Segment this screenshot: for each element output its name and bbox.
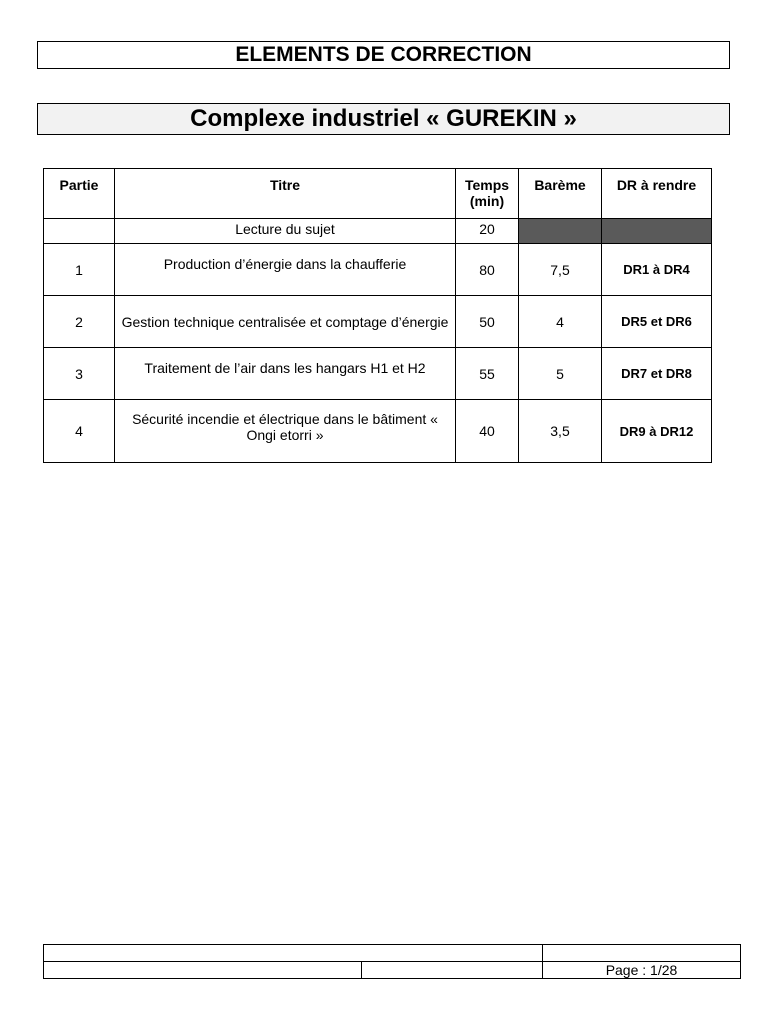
cell-titre: Lecture du sujet xyxy=(115,219,456,244)
header-bareme: Barème xyxy=(519,169,602,219)
cell-titre: Sécurité incendie et électrique dans le bâtiment « Ongi etorri » xyxy=(115,400,456,463)
table-row xyxy=(44,348,712,400)
table-header-row xyxy=(44,169,712,219)
header-temps: Temps (min) xyxy=(456,169,519,219)
page-footer xyxy=(43,944,741,979)
table-row xyxy=(44,219,712,244)
cell-temps: 40 xyxy=(456,400,519,463)
footer-cell-top-right xyxy=(543,945,741,962)
cell-titre: Traitement de l’air dans les hangars H1 et H2 xyxy=(115,348,456,400)
table-row xyxy=(44,296,712,348)
cell-partie: 1 xyxy=(44,244,115,296)
cell-dr: DR5 et DR6 xyxy=(602,296,712,348)
footer-cell-bottom-middle xyxy=(362,962,543,979)
cell-bareme: 7,5 xyxy=(519,244,602,296)
cell-temps: 55 xyxy=(456,348,519,400)
cell-bareme: 4 xyxy=(519,296,602,348)
cell-partie: 2 xyxy=(44,296,115,348)
cell-partie: 4 xyxy=(44,400,115,463)
cell-dr: DR9 à DR12 xyxy=(602,400,712,463)
cell-titre: Production d’énergie dans la chaufferie xyxy=(115,244,456,296)
header-partie: Partie xyxy=(44,169,115,219)
cell-titre: Gestion technique centralisée et comptage d’énergie xyxy=(115,296,456,348)
header-dr: DR à rendre xyxy=(602,169,712,219)
cell-partie xyxy=(44,219,115,244)
footer-cell-bottom-left xyxy=(44,962,362,979)
footer-row-bottom xyxy=(44,962,741,979)
cell-dr-shaded xyxy=(602,219,712,244)
document-title: ELEMENTS DE CORRECTION xyxy=(37,41,730,69)
document-subtitle: Complexe industriel « GUREKIN » xyxy=(37,103,730,135)
header-titre: Titre xyxy=(115,169,456,219)
table-row xyxy=(44,400,712,463)
cell-temps: 20 xyxy=(456,219,519,244)
cell-bareme: 5 xyxy=(519,348,602,400)
cell-dr: DR7 et DR8 xyxy=(602,348,712,400)
footer-row-top xyxy=(44,945,741,962)
cell-temps: 50 xyxy=(456,296,519,348)
page-number: Page : 1/28 xyxy=(543,962,741,979)
schedule-table xyxy=(43,168,712,463)
cell-bareme: 3,5 xyxy=(519,400,602,463)
footer-cell-top-left xyxy=(44,945,543,962)
cell-bareme-shaded xyxy=(519,219,602,244)
table-row xyxy=(44,244,712,296)
cell-dr: DR1 à DR4 xyxy=(602,244,712,296)
cell-partie: 3 xyxy=(44,348,115,400)
cell-temps: 80 xyxy=(456,244,519,296)
